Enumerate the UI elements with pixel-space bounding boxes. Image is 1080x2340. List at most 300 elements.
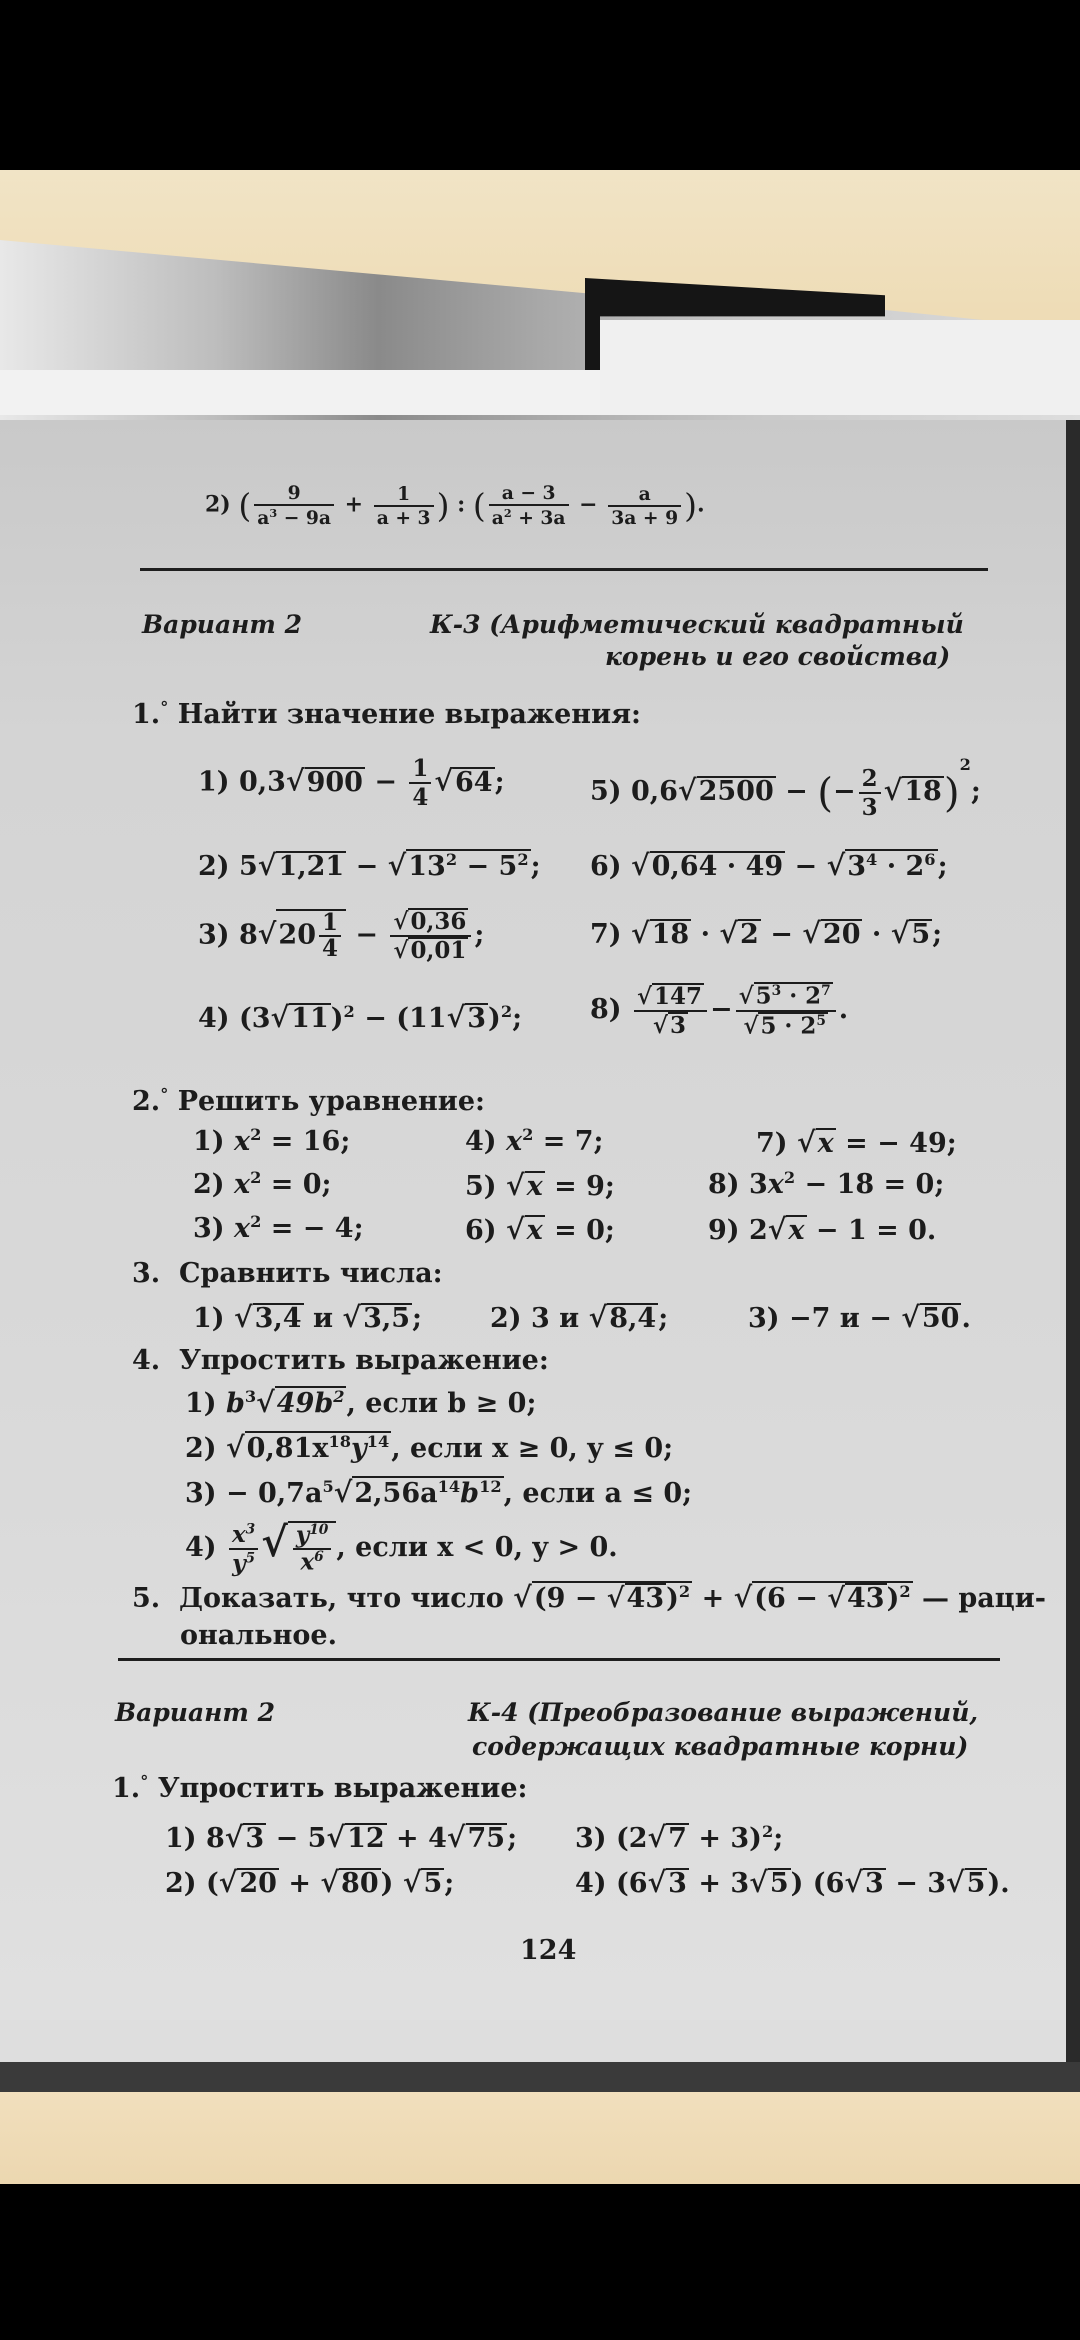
item-label: 2): [198, 851, 230, 882]
radical-sign: √: [883, 773, 903, 807]
difficulty-mark: °: [140, 1772, 149, 1791]
radicand: [758, 1012, 827, 1039]
den-var: a: [491, 507, 504, 530]
fraction: [608, 483, 681, 529]
radicand: 7: [668, 1823, 687, 1854]
radicand: 5: [769, 1868, 789, 1899]
radical-sign: √: [826, 848, 846, 882]
operator: −: [346, 851, 388, 882]
radicand-part: 49b: [276, 1388, 334, 1419]
radicand: [754, 982, 833, 1009]
task-title: Найти значение выражения:: [177, 699, 642, 730]
task-1-heading: [132, 698, 641, 730]
punct: .: [838, 994, 849, 1026]
denominator: $√5 \cdot 2^5$: [743, 1012, 826, 1040]
radicand-part: 20: [278, 919, 316, 951]
paren-open: (3: [238, 1003, 271, 1034]
t2-item-8: [708, 1168, 944, 1200]
radical-sign: √: [505, 1168, 525, 1202]
item-label: 1): [198, 766, 230, 798]
radical-sign: √: [796, 1125, 816, 1159]
exponent: 2: [445, 850, 458, 869]
t2-item-5: [465, 1168, 615, 1202]
fraction: [489, 482, 569, 529]
radicand: 900: [306, 766, 363, 798]
exponent: 2: [899, 1582, 911, 1601]
radical-sign: √: [257, 848, 277, 882]
t3-item-1: [193, 1300, 422, 1334]
operator: −: [833, 776, 856, 807]
radical-sign: √: [326, 1820, 346, 1854]
coef: 8: [238, 919, 258, 951]
radicand: 3,5: [363, 1303, 411, 1334]
radical-sign: √: [256, 1385, 275, 1419]
numerator: 2: [859, 765, 881, 794]
numerator: 1: [374, 483, 434, 507]
condition: , если a ≤ 0;: [503, 1478, 693, 1509]
exponent: 18: [328, 1432, 351, 1451]
punct: ;: [474, 919, 485, 951]
radicand: 20: [822, 919, 861, 950]
radical-sign: √: [387, 848, 407, 882]
exponent: 2: [761, 1822, 774, 1841]
exponent: 2: [522, 1125, 534, 1144]
exponent: 12: [479, 1477, 502, 1496]
radical-sign: √: [218, 1865, 238, 1899]
t4-item-3: [185, 1475, 692, 1509]
radical-sign: √: [946, 1865, 965, 1899]
radicand: 2500: [698, 776, 774, 807]
task-number: 4.: [132, 1345, 161, 1376]
radical-sign: √: [342, 1300, 362, 1334]
radicand: 18: [651, 919, 690, 950]
radicand: $(9 - √43)^2$: [533, 1582, 691, 1614]
exponent: 3: [244, 1387, 257, 1406]
fraction: [409, 755, 431, 811]
operator: −: [775, 776, 818, 807]
coef: − 0,7a: [225, 1478, 323, 1509]
operator: ·: [691, 919, 720, 950]
item-label: 2): [205, 491, 231, 518]
operator: −: [345, 919, 388, 951]
fraction: [319, 908, 341, 962]
punct: ;: [412, 1303, 423, 1334]
exponent: 10: [309, 1521, 329, 1538]
fraction: [254, 482, 334, 529]
task-number: 3.: [132, 1258, 161, 1289]
coef: 0,3: [238, 766, 286, 798]
radicand: [288, 1521, 337, 1574]
radical-sign: √: [647, 1865, 667, 1899]
radicand: 0,01: [410, 937, 467, 964]
page-edge-shadow: [1066, 420, 1080, 2092]
item-label: 9): [708, 1215, 740, 1246]
radical-sign: √: [630, 916, 650, 950]
t1-item-3: [198, 908, 484, 964]
equation-rest: − 1 = 0.: [806, 1215, 937, 1246]
item-label: 2): [165, 1868, 197, 1899]
wooden-table-bottom: [0, 2092, 1080, 2184]
den-var: a: [257, 507, 270, 530]
term: − 3: [885, 1868, 947, 1899]
operator: −: [760, 919, 803, 950]
operator: −: [364, 766, 407, 798]
den-rest: + 3a: [511, 507, 566, 530]
equation-rest: = − 49;: [835, 1128, 957, 1159]
equation-rest: = − 4;: [261, 1213, 364, 1244]
radicand-part: − 5: [457, 851, 518, 882]
exponent: 2: [250, 1212, 262, 1231]
radicand: 3,4: [254, 1303, 302, 1334]
radicand-part: b: [460, 1478, 480, 1509]
t3-item-3: [748, 1300, 971, 1334]
radical-sign: √: [446, 1820, 466, 1854]
section-title-line1: К-4 (Преобразование выражений,: [468, 1698, 979, 1727]
radicand: 8,4: [609, 1303, 657, 1334]
radical-sign: √: [285, 763, 305, 798]
t3-item-2: [490, 1300, 668, 1334]
paren-close: ).: [987, 1868, 1010, 1899]
radicand: 5: [423, 1868, 443, 1899]
radicand: 1,21: [278, 851, 345, 882]
section-title-line2: содержащих квадратные корни): [472, 1732, 969, 1761]
radical-sign: √: [588, 1300, 608, 1334]
radicand: 20: [239, 1868, 277, 1899]
radicand: 147: [654, 982, 702, 1010]
radical-sign: √: [333, 1475, 353, 1509]
radicand-part: 0,81x: [246, 1433, 329, 1464]
item-label: 2): [185, 1433, 217, 1464]
t2-item-7: [756, 1125, 957, 1159]
fraction: [390, 908, 471, 964]
item-label: 5): [465, 1171, 497, 1202]
radical-sign: √: [224, 1820, 244, 1854]
fraction: [229, 1521, 258, 1577]
radicand: 75: [467, 1823, 506, 1854]
punct: ;: [932, 919, 943, 950]
equation-rest: = 0;: [261, 1169, 332, 1200]
exponent: 7: [821, 983, 831, 999]
radical-sign: √: [270, 1000, 290, 1034]
section-divider: [118, 1658, 1000, 1661]
radical-sign: √: [767, 1212, 787, 1246]
exponent: 14: [437, 1477, 461, 1496]
paren: (: [472, 486, 486, 526]
item-label: 1): [185, 1388, 217, 1419]
item-label: 2): [490, 1303, 522, 1334]
radical-sign: √: [630, 848, 650, 882]
radical-sign: √: [719, 916, 739, 950]
radicand: 3: [668, 1868, 687, 1899]
radical-sign: √: [225, 1430, 245, 1464]
radicand-part: y: [351, 1433, 367, 1464]
paren-open: (: [205, 1868, 219, 1899]
numerator: [229, 1521, 258, 1550]
inner-radicand: 43: [846, 1583, 885, 1614]
task-5-continuation: ональное.: [180, 1620, 337, 1651]
denominator: √3: [652, 1011, 686, 1039]
item-label: 5): [590, 776, 622, 807]
exponent: 3: [245, 1520, 256, 1537]
variable: x: [231, 1520, 246, 1548]
operator: :: [457, 491, 466, 518]
radicand: x: [817, 1128, 834, 1159]
punct: ;: [444, 1868, 455, 1899]
t2-item-4: [465, 1125, 604, 1157]
task-title: Упростить выражение:: [179, 1345, 549, 1376]
exponent: 2: [250, 1168, 262, 1187]
radical-sign: √: [446, 1000, 466, 1034]
white-sheet-fragment: [600, 320, 1080, 415]
item-label: 4): [185, 1532, 217, 1563]
punct: ;: [658, 1303, 669, 1334]
task-text: Доказать, что число: [179, 1583, 514, 1614]
section-divider: [140, 568, 988, 571]
variable: y: [232, 1549, 246, 1577]
radicand: 5: [966, 1868, 986, 1899]
denominator: [254, 506, 334, 529]
operator: ·: [862, 919, 891, 950]
radicand-part: 2,56a: [354, 1478, 438, 1509]
number: 3: [530, 1303, 550, 1334]
radicand: x: [526, 1171, 543, 1202]
task-4-heading: [132, 1345, 549, 1376]
radical-sign: √: [402, 1865, 422, 1899]
paren-open: (6: [615, 1868, 648, 1899]
variable: x: [233, 1126, 251, 1157]
paren: (: [238, 486, 252, 526]
item-label: 3): [185, 1478, 217, 1509]
radical-sign: √: [505, 1212, 525, 1246]
exponent: 3: [269, 506, 278, 520]
radicand: x: [788, 1215, 805, 1246]
radical-sign: √: [257, 916, 277, 951]
denominator: 4: [321, 935, 338, 962]
condition: , если x ≥ 0, y ≤ 0;: [391, 1433, 674, 1464]
task-text: — раци-: [912, 1583, 1046, 1614]
number: −7: [788, 1303, 831, 1334]
task-2-heading: [132, 1085, 485, 1117]
radicand-part: (6 −: [754, 1583, 828, 1614]
difficulty-mark: °: [160, 1085, 169, 1104]
item-label: 8): [708, 1169, 740, 1200]
numerator: 1: [409, 755, 431, 784]
radicand: 11: [291, 1003, 329, 1034]
punct: ;: [937, 851, 948, 882]
k4-item-4: [575, 1865, 1010, 1899]
term: ) (6: [790, 1868, 845, 1899]
t1-item-8: [590, 982, 848, 1039]
equation-rest: = 7;: [533, 1126, 604, 1157]
paren-close: ): [380, 1868, 403, 1899]
radicand-part: ): [666, 1583, 679, 1614]
radical-sign: √: [677, 773, 697, 807]
denominator: [293, 1550, 332, 1575]
item-label: 4): [465, 1126, 497, 1157]
page-content: [0, 420, 1066, 2080]
punct: ;: [773, 1823, 784, 1854]
exponent: 3: [771, 983, 782, 999]
exponent: 2: [343, 1002, 355, 1021]
k4-item-3: [575, 1820, 783, 1854]
variable: y: [295, 1521, 310, 1549]
coef: 2: [748, 1215, 768, 1246]
exponent: 2: [678, 1582, 691, 1601]
task-title: Решить уравнение:: [177, 1086, 485, 1117]
denominator: 3a + 9: [611, 506, 679, 529]
denominator: 4: [412, 784, 429, 811]
variable: x: [233, 1213, 251, 1244]
item-label: 6): [465, 1215, 497, 1246]
punct: ;: [507, 1823, 518, 1854]
radicand: [276, 909, 346, 961]
exponent: 4: [866, 850, 878, 869]
section-title-line1: К-3 (Арифметический квадратный: [430, 610, 964, 639]
operator: −: [354, 1003, 397, 1034]
radicand: 0,64 · 49: [651, 851, 784, 882]
denominator: [489, 506, 569, 529]
paren: ): [684, 486, 697, 526]
item-label: 3): [575, 1823, 607, 1854]
operator: +: [278, 1868, 321, 1899]
radical-sign: √: [434, 763, 454, 798]
condition: , если b ≥ 0;: [346, 1388, 537, 1419]
conjunction: и: [303, 1303, 343, 1334]
operator: +: [344, 491, 364, 518]
numerator: 9: [254, 482, 334, 506]
radicand: 3: [865, 1868, 884, 1899]
section-title-line2: корень и его свойства): [605, 642, 951, 671]
conjunction: и −: [830, 1303, 902, 1334]
radical-sign: √: [844, 1865, 864, 1899]
task-3-heading: [132, 1258, 443, 1289]
exponent: 14: [366, 1432, 390, 1451]
punct: .: [961, 1303, 971, 1334]
numerator: [293, 1523, 332, 1550]
fraction: [293, 1523, 332, 1574]
item-label: 4): [575, 1868, 607, 1899]
item-label: 3): [198, 919, 230, 951]
task-title: Сравнить числа:: [179, 1258, 443, 1289]
fraction: [736, 982, 836, 1039]
equation-rest: = 9;: [544, 1171, 615, 1202]
exponent: 5: [322, 1477, 334, 1496]
punct: ;: [512, 1003, 523, 1034]
item-label: 7): [756, 1128, 788, 1159]
paren-close: ): [488, 1003, 501, 1034]
radicand-part: 5: [755, 982, 772, 1010]
variable: b: [225, 1388, 245, 1419]
radicand: 0,36: [410, 908, 467, 935]
radicand: 80: [341, 1868, 379, 1899]
term: + 3: [688, 1868, 750, 1899]
equation-rest: − 18 = 0;: [795, 1169, 945, 1200]
term: + 3): [688, 1823, 762, 1854]
item-label: 3): [193, 1213, 225, 1244]
item-label: 1): [193, 1303, 225, 1334]
item-label: 6): [590, 851, 622, 882]
radicand: $(6 - √43)^2$: [754, 1582, 911, 1614]
fraction: [859, 765, 881, 821]
radicand-part: · 2: [877, 851, 925, 882]
item-label: 2): [193, 1169, 225, 1200]
coef: 5: [238, 851, 258, 882]
radicand: 50: [921, 1303, 960, 1334]
radical-sign: √: [647, 1820, 667, 1854]
equation-rest: = 16;: [261, 1126, 351, 1157]
k4-item-2: [165, 1865, 454, 1899]
conjunction: и: [549, 1303, 589, 1334]
task-number: 1.: [132, 699, 161, 730]
paren-open: (11: [396, 1003, 447, 1034]
coef: 8: [205, 1823, 225, 1854]
radical-sign: √: [233, 1300, 253, 1334]
item-label: 3): [748, 1303, 780, 1334]
radicand: x: [526, 1215, 543, 1246]
denominator: 3: [861, 793, 878, 821]
variant-label: Вариант 2: [142, 610, 302, 639]
t4-item-1: [185, 1385, 536, 1419]
t2-item-6: [465, 1212, 615, 1246]
numerator: a: [608, 483, 681, 507]
coef: 3: [748, 1169, 768, 1200]
t1-item-6: [590, 848, 948, 882]
radicand: [275, 1386, 347, 1418]
item-label: 4): [198, 1003, 230, 1034]
term: − 5: [266, 1823, 327, 1854]
radicand-part: 13: [408, 851, 446, 882]
radicand-part: 3: [847, 851, 867, 882]
item-label: 7): [590, 919, 622, 950]
exponent: 2: [250, 1125, 262, 1144]
exponent: 6: [314, 1548, 324, 1565]
exponent: 2: [783, 1168, 796, 1187]
radicand-part: ): [886, 1583, 900, 1614]
radicand: [406, 849, 530, 881]
radicand: 3: [670, 1011, 686, 1039]
operator: −: [579, 491, 598, 518]
t1-item-5: [590, 755, 981, 821]
numerator: $√5^3 \cdot 2^7$: [736, 982, 836, 1012]
exponent: 2: [959, 755, 971, 774]
radicand: 5: [911, 919, 931, 950]
radical-sign: √: [513, 1580, 532, 1614]
denominator: a + 3: [376, 506, 431, 529]
exponent: 5: [245, 1549, 256, 1566]
numerator: √0,36: [390, 908, 471, 937]
t1-item-7: [590, 916, 942, 950]
radical-sign: √: [901, 1300, 920, 1334]
exponent: 6: [924, 850, 936, 869]
radical-sign: √: [320, 1865, 340, 1899]
paren-close: ): [330, 1003, 344, 1034]
punct: ;: [494, 766, 505, 798]
paren: ): [943, 768, 960, 817]
t4-item-2: [185, 1430, 673, 1464]
den-rest: − 9a: [277, 507, 331, 530]
punct: .: [696, 491, 705, 518]
variable: x: [233, 1169, 251, 1200]
t4-item-4: [185, 1518, 618, 1577]
punct: ;: [530, 851, 541, 882]
radicand: [845, 849, 937, 881]
condition: , если x < 0, y > 0.: [336, 1532, 618, 1563]
radicand-part: 5 · 2: [760, 1012, 817, 1040]
radical-sign: √: [890, 916, 910, 950]
fraction: [374, 483, 434, 529]
exponent: 2: [503, 506, 512, 520]
radicand-part: (9 −: [533, 1583, 607, 1614]
